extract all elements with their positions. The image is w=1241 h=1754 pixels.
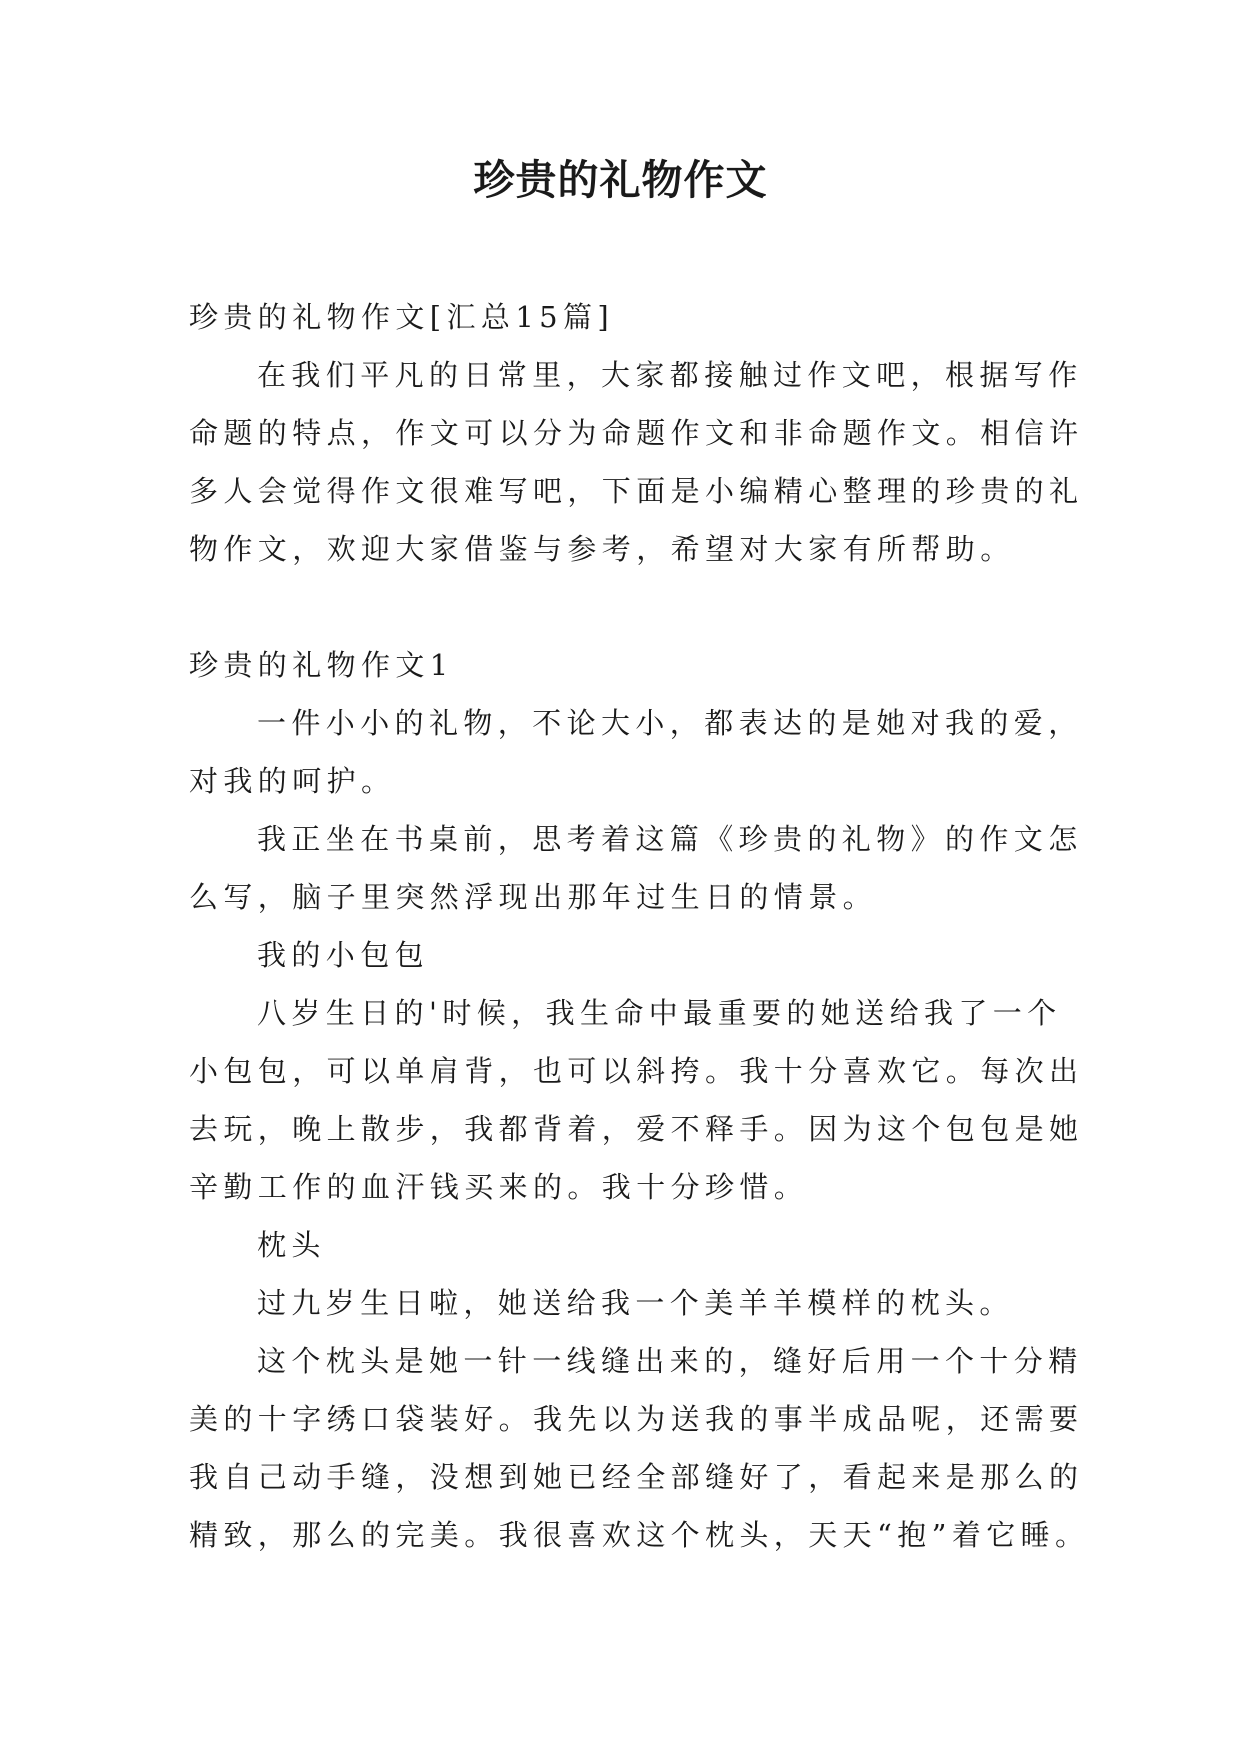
document-title: 珍贵的礼物作文 — [473, 156, 768, 204]
essay-paragraph-line: 过九岁生日啦，她送给我一个美羊羊模样的枕头。 — [257, 1286, 1014, 1320]
essay-paragraph-line: 一件小小的礼物，不论大小，都表达的是她对我的爱， — [257, 706, 1083, 740]
essay-paragraph-line: 精致，那么的完美。我很喜欢这个枕头，天天“抱”着它睡。 — [189, 1518, 1090, 1552]
essay-paragraph-line: 小包包，可以单肩背，也可以斜挎。我十分喜欢它。每次出 — [189, 1054, 1084, 1088]
intro-paragraph-line: 多人会觉得作文很难写吧，下面是小编精心整理的珍贵的礼 — [189, 474, 1084, 508]
essay-paragraph-line: 我自己动手缝，没想到她已经全部缝好了，看起来是那么的 — [189, 1460, 1084, 1494]
essay-paragraph-line: 美的十字绣口袋装好。我先以为送我的事半成品呢，还需要 — [189, 1402, 1084, 1436]
subheading-bag: 我的小包包 — [257, 938, 430, 972]
intro-paragraph-line: 在我们平凡的日常里，大家都接触过作文吧，根据写作 — [257, 358, 1083, 392]
blank-line — [189, 578, 1059, 636]
collection-heading: 珍贵的礼物作文[汇总15篇] — [189, 300, 615, 334]
intro-paragraph-line: 命题的特点，作文可以分为命题作文和非命题作文。相信许 — [189, 416, 1084, 450]
essay-paragraph-line: 辛勤工作的血汗钱买来的。我十分珍惜。 — [189, 1170, 809, 1204]
essay-paragraph-line: 对我的呵护。 — [189, 764, 396, 798]
essay-paragraph-line: 八岁生日的'时候，我生命中最重要的她送给我了一个 — [257, 996, 1062, 1030]
essay-paragraph-line: 去玩，晚上散步，我都背着，爱不释手。因为这个包包是她 — [189, 1112, 1084, 1146]
document-body — [189, 288, 1090, 1564]
essay-heading: 珍贵的礼物作文1 — [189, 648, 454, 682]
essay-paragraph-line: 我正坐在书桌前，思考着这篇《珍贵的礼物》的作文怎 — [257, 822, 1083, 856]
subheading-pillow: 枕头 — [257, 1228, 326, 1262]
essay-paragraph-line: 么写，脑子里突然浮现出那年过生日的情景。 — [189, 880, 878, 914]
essay-paragraph-line: 这个枕头是她一针一线缝出来的，缝好后用一个十分精 — [257, 1344, 1083, 1378]
intro-paragraph-line: 物作文，欢迎大家借鉴与参考，希望对大家有所帮助。 — [189, 532, 1015, 566]
